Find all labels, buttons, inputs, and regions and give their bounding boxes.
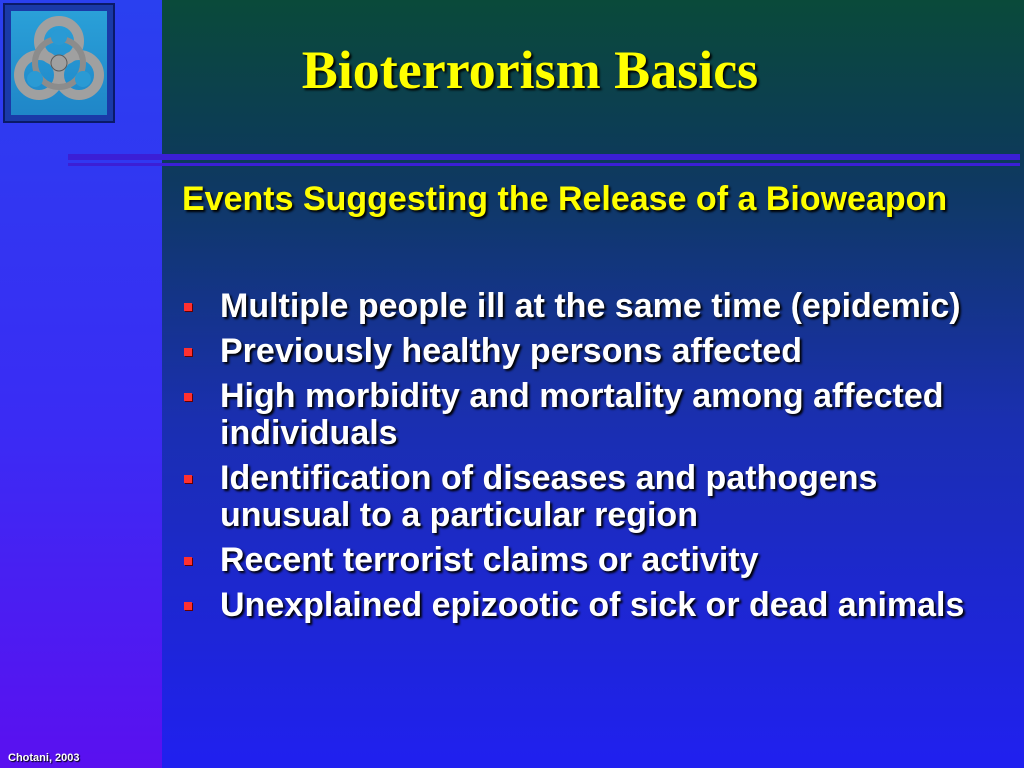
slide-subheading: Events Suggesting the Release of a Bioweapon — [182, 180, 948, 218]
bullet-text: Multiple people ill at the same time (epidemic) — [220, 287, 961, 325]
bullet-marker-icon — [184, 602, 192, 610]
bullet-text: Unexplained epizootic of sick or dead animals — [220, 586, 965, 624]
logo-background — [11, 11, 107, 115]
bullet-marker-icon — [184, 475, 192, 483]
bullet-item — [182, 333, 1012, 370]
title-divider-thick — [68, 154, 1020, 160]
bullet-marker-icon — [184, 303, 192, 311]
bullet-marker-icon — [184, 557, 192, 565]
bullet-marker-icon — [184, 348, 192, 356]
biohazard-icon — [11, 11, 107, 115]
bullet-item — [182, 378, 1012, 452]
bullet-text: High morbidity and mortality among affected individuals — [220, 377, 944, 452]
bullet-item — [182, 587, 1012, 624]
bullet-item — [182, 460, 1012, 534]
bullet-marker-icon — [184, 393, 192, 401]
bullet-item — [182, 542, 1012, 579]
footer-credit: Chotani, 2003 — [8, 752, 80, 764]
bullet-text: Identification of diseases and pathogens unusual to a particular region — [220, 459, 878, 534]
bullet-text: Previously healthy persons affected — [220, 332, 802, 370]
bullet-item — [182, 288, 1012, 325]
slide-title: Bioterrorism Basics — [301, 40, 759, 100]
bullet-text: Recent terrorist claims or activity — [220, 541, 759, 579]
bullet-list — [182, 288, 1012, 632]
title-divider-thin — [68, 163, 1020, 166]
logo — [3, 3, 115, 123]
